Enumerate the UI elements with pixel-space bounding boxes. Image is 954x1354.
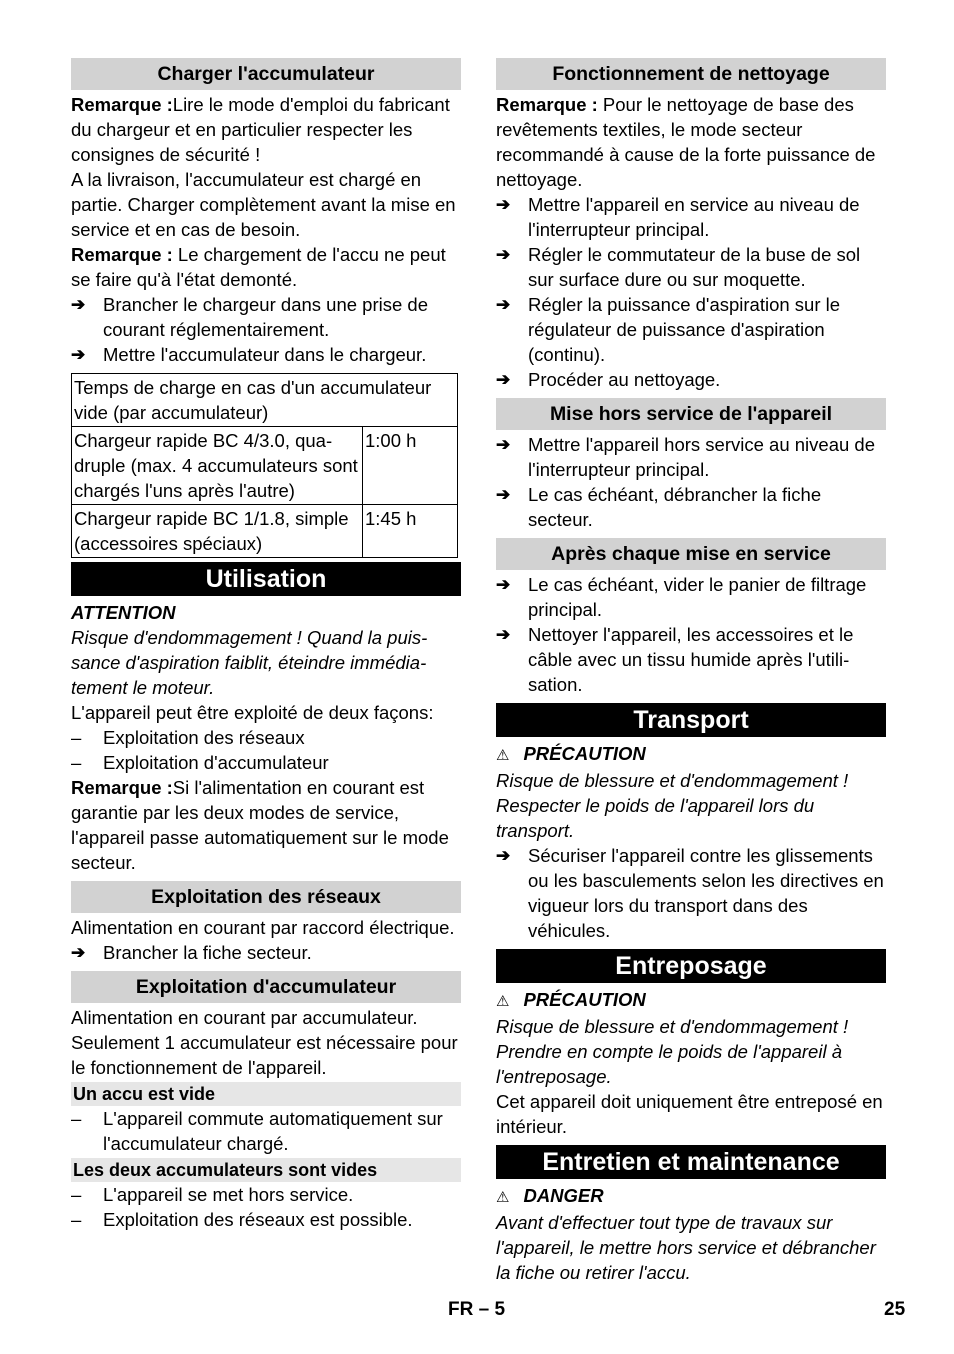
charge-time-table: [71, 373, 458, 558]
list-item: ➔ Mettre l'appareil hors service au niveau de l'interrupteur principal.: [496, 434, 875, 480]
heading-accu: Exploitation d'accumulateur: [71, 971, 461, 1003]
charger-note1: Remarque :Lire le mode d'emploi du fabricant du chargeur et en particulier respecter les consignes de sécurité !: [71, 94, 450, 165]
warning-text: Risque de blessure et d'endommagement ! Respecter le poids de l'appareil lors du transport.: [496, 770, 849, 841]
table-header-cell: Temps de charge en cas d'un accumulateur vide (par accumulateur): [72, 374, 458, 427]
warning-label: ⚠ PRÉCAUTION: [496, 743, 646, 764]
warning-triangle-icon: ⚠: [496, 1189, 510, 1206]
list-item: – Exploitation des réseaux: [71, 727, 305, 748]
arrow-icon: ➔: [496, 370, 511, 389]
utilisation-intro: L'appareil peut être exploité de deux façons:: [71, 702, 434, 723]
dash-icon: –: [71, 752, 82, 773]
arrow-icon: ➔: [496, 195, 511, 214]
table-cell: Chargeur rapide BC 4/3.0, quadruple (max. 4 accumulateurs sont chargés l'uns après l'autre): [72, 427, 363, 505]
heading-utilisation: Utilisation: [71, 562, 461, 596]
arrow-icon: ➔: [496, 435, 511, 454]
arrow-icon: ➔: [71, 295, 86, 314]
table-cell: Chargeur rapide BC 1/1.8, simple (accessoires spéciaux): [72, 505, 363, 558]
list-item: ➔ Le cas échéant, vider le panier de filtrage principal.: [496, 574, 867, 620]
heading-charger: Charger l'accumulateur: [71, 58, 461, 90]
dash-icon: –: [71, 1108, 82, 1129]
arrow-icon: ➔: [71, 943, 86, 962]
list-item: ➔ Le cas échéant, débrancher la fiche secteur.: [496, 484, 822, 530]
warning-label: ⚠ DANGER: [496, 1185, 604, 1206]
charger-para1: A la livraison, l'accumulateur est chargé en partie. Charger complètement avant la mise en service et en cas de besoin.: [71, 169, 456, 240]
heading-apres: Après chaque mise en service: [496, 538, 886, 570]
arrow-icon: ➔: [496, 295, 511, 314]
arrow-icon: ➔: [496, 625, 511, 644]
footer-section: FR – 5: [448, 1299, 506, 1320]
table-row: [72, 374, 458, 427]
right-column: [496, 58, 886, 1285]
list-item: ➔ Mettre l'accumulateur dans le chargeur.: [71, 344, 427, 365]
arrow-icon: ➔: [496, 245, 511, 264]
table-cell: 1:00 h: [363, 427, 458, 505]
heading-reseaux: Exploitation des réseaux: [71, 881, 461, 913]
arrow-icon: ➔: [71, 345, 86, 364]
charger-note2: Remarque : Le chargement de l'accu ne peut se faire qu'à l'état demonté.: [71, 244, 446, 290]
heading-nettoyage: Fonctionnement de nettoyage: [496, 58, 886, 90]
left-column: [71, 58, 461, 1232]
heading-entretien: Entretien et maintenance: [496, 1145, 886, 1179]
heading-entreposage: Entreposage: [496, 949, 886, 983]
entreposage-text: Cet appareil doit uniquement être entreposé en intérieur.: [496, 1091, 883, 1137]
reseaux-text: Alimentation en courant par raccord électrique.: [71, 917, 455, 938]
accu-text: Alimentation en courant par accumulateur. Seulement 1 accumulateur est nécessaire pour le fonctionnement de l'appareil.: [71, 1007, 458, 1078]
arrow-icon: ➔: [496, 846, 511, 865]
list-item: ➔ Brancher le chargeur dans une prise de courant réglementairement.: [71, 294, 428, 340]
subheading-one-empty: Un accu est vide: [71, 1082, 461, 1106]
heading-transport: Transport: [496, 703, 886, 737]
nettoyage-note: Remarque : Pour le nettoyage de base des revêtements textiles, le mode secteur recommandé à cause de la forte puissance de nettoyage.: [496, 94, 876, 190]
list-item: ➔ Mettre l'appareil en service au niveau de l'interrupteur principal.: [496, 194, 860, 240]
page-number: 25: [884, 1299, 906, 1320]
warning-label: ATTENTION: [71, 602, 176, 623]
dash-icon: –: [71, 727, 82, 748]
warning-text: Avant d'effectuer tout type de travaux sur l'appareil, le mettre hors service et débrancher la fiche ou retirer l'accu.: [496, 1212, 876, 1283]
arrow-icon: ➔: [496, 575, 511, 594]
list-item: – Exploitation des réseaux est possible.: [71, 1209, 413, 1230]
arrow-icon: ➔: [496, 485, 511, 504]
table-row: [72, 505, 458, 558]
utilisation-note: Remarque :Si l'alimentation en courant est garantie par les deux modes de service, l'appareil passe automatiquement sur le mode secteur.: [71, 777, 449, 873]
subheading-both-empty: Les deux accumulateurs sont vides: [71, 1158, 461, 1182]
warning-text: Risque de blessure et d'endommagement ! Prendre en compte le poids de l'appareil à l'entreposage.: [496, 1016, 849, 1087]
list-item: – L'appareil commute automatiquement sur l'accumulateur chargé.: [71, 1108, 443, 1154]
list-item: ➔ Procéder au nettoyage.: [496, 369, 721, 390]
list-item: ➔ Nettoyer l'appareil, les accessoires et le câble avec un tissu humide après l'utilisation.: [496, 624, 854, 695]
list-item: – Exploitation d'accumulateur: [71, 752, 329, 773]
heading-hors-service: Mise hors service de l'appareil: [496, 398, 886, 430]
warning-label: ⚠ PRÉCAUTION: [496, 989, 646, 1010]
warning-text: Risque d'endommagement ! Quand la puissance d'aspiration faiblit, éteindre immédiatement le moteur.: [71, 627, 428, 698]
warning-triangle-icon: ⚠: [496, 993, 510, 1010]
warning-triangle-icon: ⚠: [496, 747, 510, 764]
list-item: – L'appareil se met hors service.: [71, 1184, 354, 1205]
table-row: [72, 427, 458, 505]
list-item: ➔ Sécuriser l'appareil contre les glissements ou les basculements selon les directives en vigueur lors du transport dans des véhicules.: [496, 845, 884, 941]
list-item: ➔ Régler le commutateur de la buse de sol sur surface dure ou sur moquette.: [496, 244, 861, 290]
list-item: ➔ Régler la puissance d'aspiration sur le régulateur de puissance d'aspiration (continu).: [496, 294, 841, 365]
list-item: ➔ Brancher la fiche secteur.: [71, 942, 312, 963]
dash-icon: –: [71, 1184, 82, 1205]
dash-icon: –: [71, 1209, 82, 1230]
table-cell: 1:45 h: [363, 505, 458, 558]
